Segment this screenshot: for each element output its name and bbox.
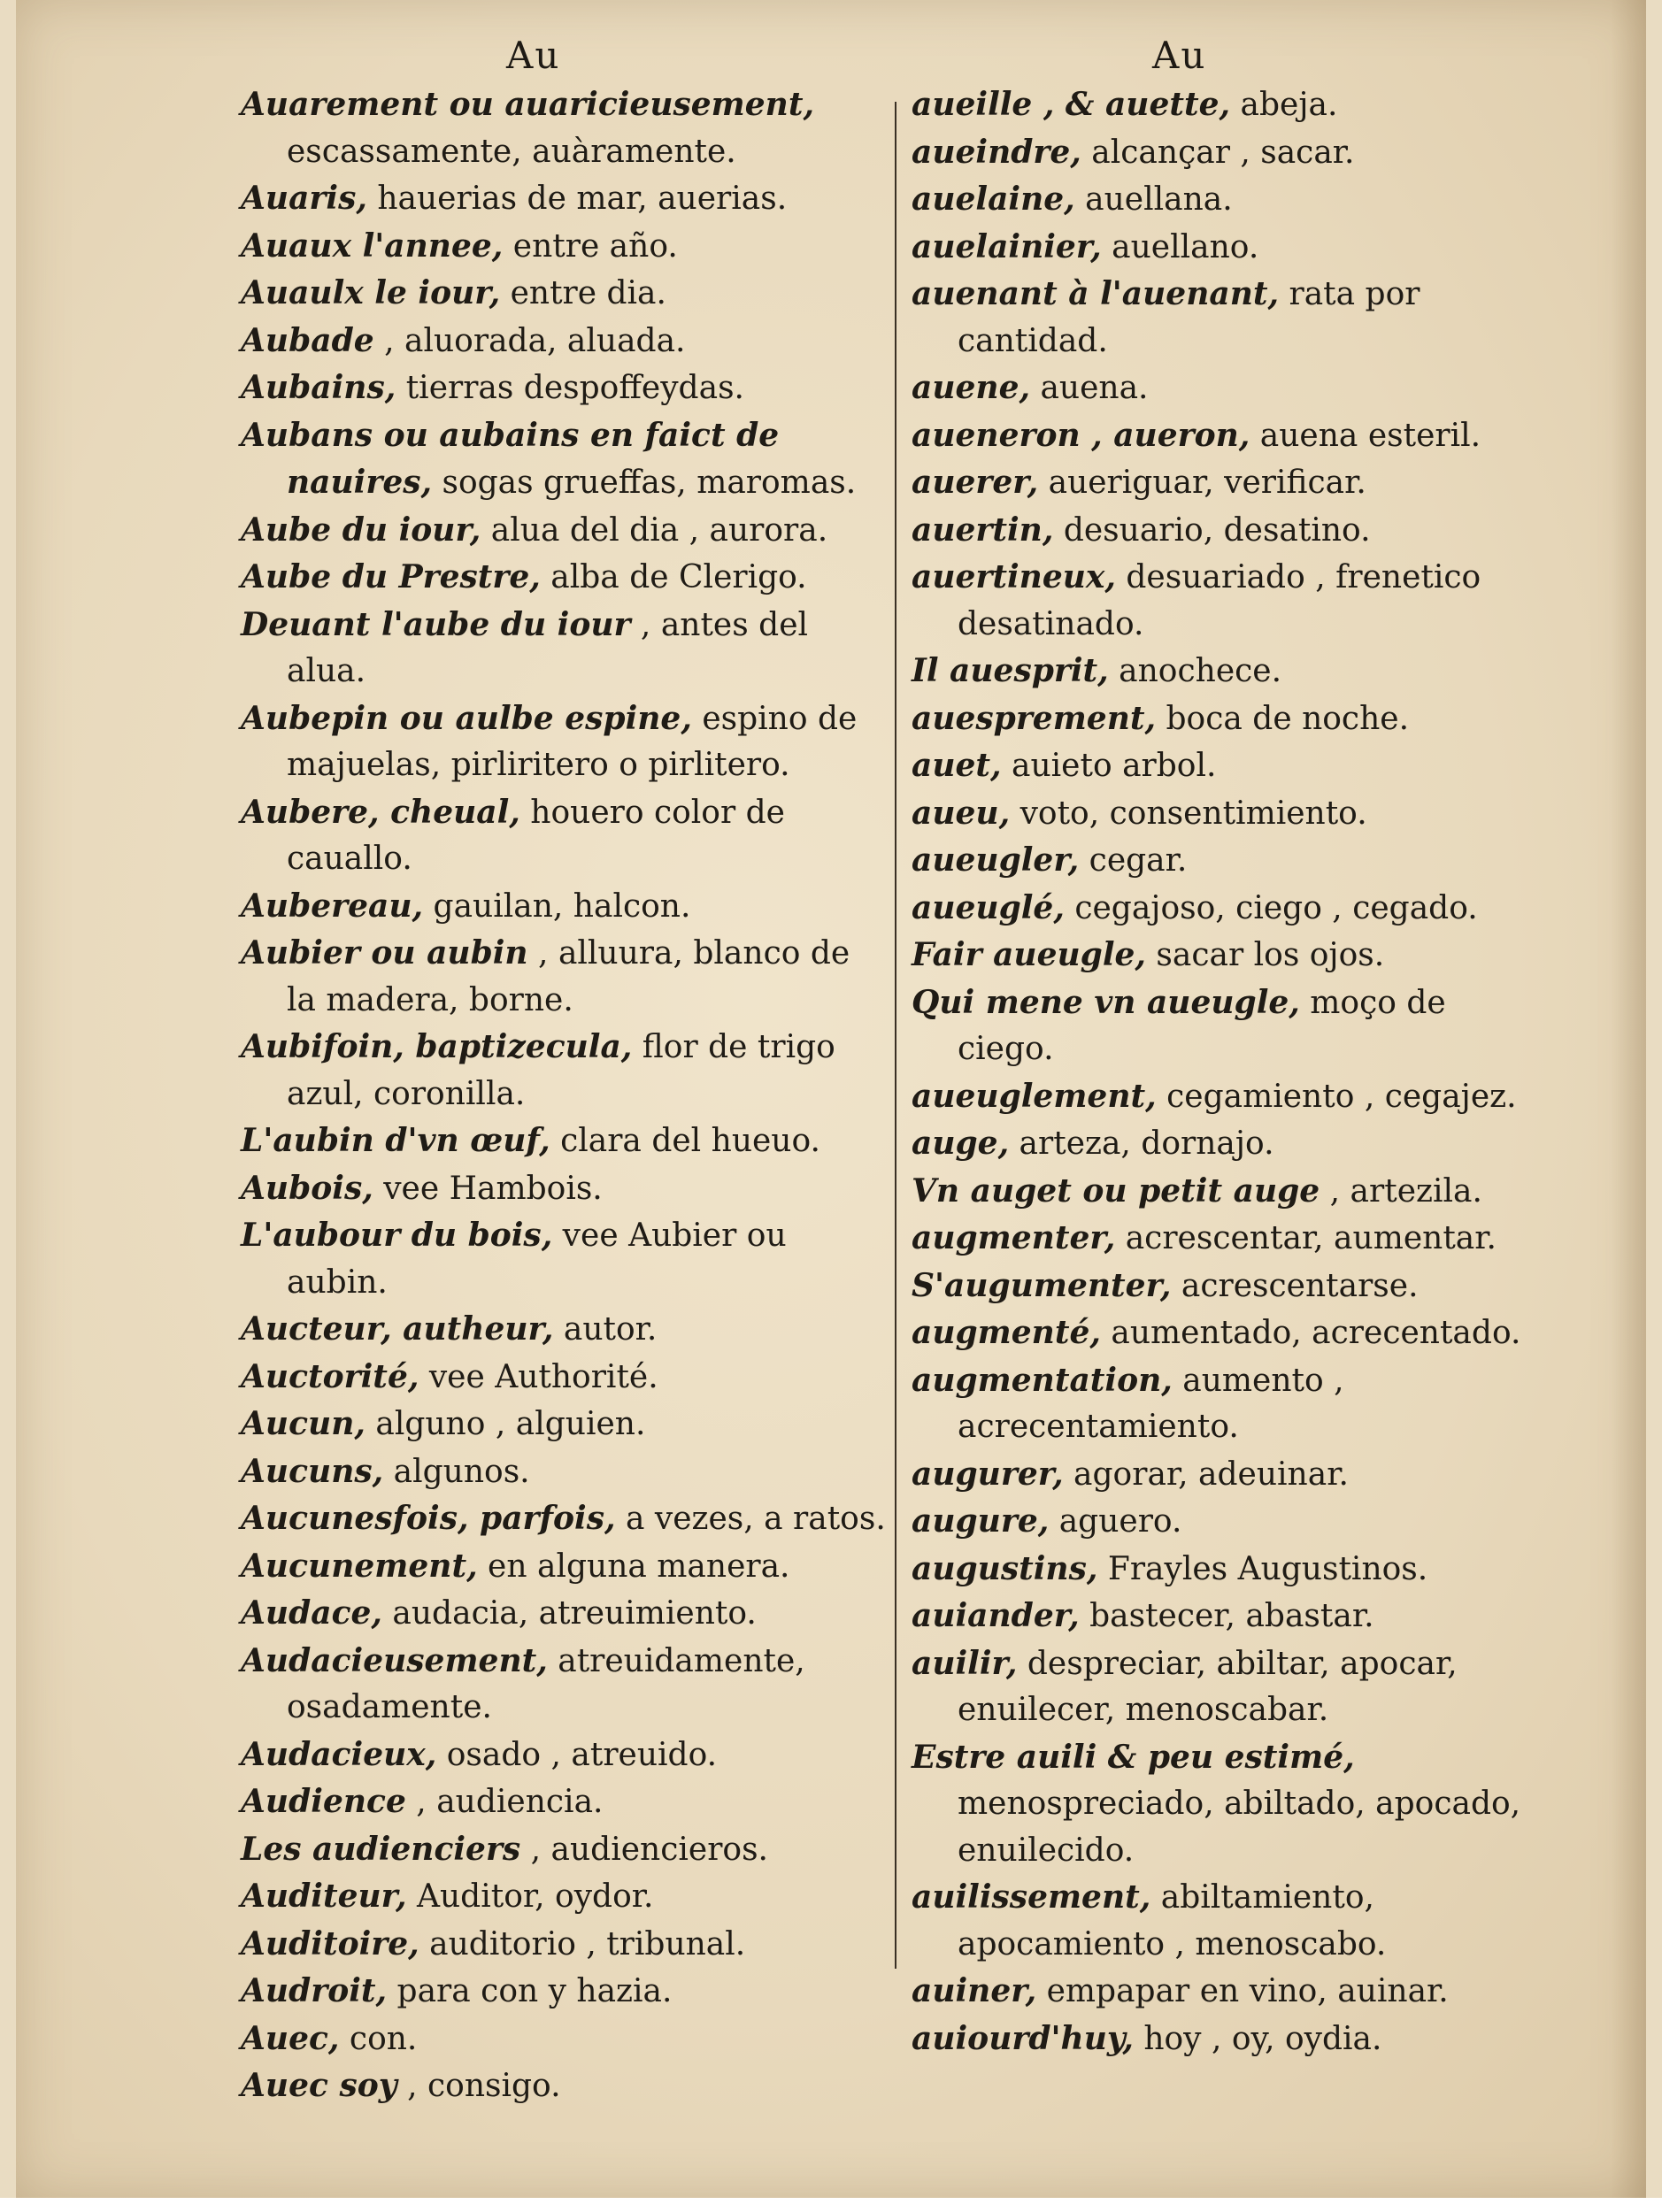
entry-headword: Aubepin ou aulbe espine, (241, 699, 692, 737)
entry-definition: alua del dia , aurora. (481, 511, 828, 549)
entry-headword: Aubois, (241, 1169, 373, 1207)
entry-definition: sogas grueffas, maromas. (432, 465, 857, 501)
dictionary-entry (241, 81, 887, 175)
entry-definition: auellano. (1101, 228, 1259, 265)
entry-definition: moço de ciego. (958, 984, 1446, 1067)
dictionary-entry (241, 1448, 887, 1496)
entry-definition: , audiencieros. (520, 1831, 768, 1868)
entry-headword: auiander, (912, 1597, 1080, 1634)
entry-headword: augmentation, (912, 1361, 1173, 1399)
entry-headword: Auec soy (241, 2067, 397, 2104)
dictionary-entry (241, 1826, 887, 1874)
entry-headword: Aubans ou aubains en faict de nauires, (241, 416, 780, 501)
entry-definition: en alguna manera. (477, 1548, 790, 1585)
dictionary-entry (912, 459, 1549, 507)
dictionary-entry (241, 365, 887, 412)
dictionary-entry (912, 1640, 1549, 1734)
entry-headword: auiourd'huy, (912, 2019, 1134, 2057)
entry-headword: auerer, (912, 464, 1039, 501)
entry-headword: augmenté, (912, 1314, 1101, 1351)
dictionary-entry (912, 1168, 1549, 1216)
entry-definition: espino de majuelas, pirliritero o pirlitero. (287, 700, 858, 783)
entry-headword: Qui mene vn aueugle, (912, 983, 1300, 1021)
entry-definition: alguno , alguien. (365, 1406, 646, 1442)
entry-definition: acrescentar, aumentar. (1115, 1220, 1497, 1256)
entry-headword: Auditoire, (241, 1924, 419, 1962)
entry-headword: aueu, (912, 794, 1011, 832)
entry-headword: Auarement ou auaricieusement, (241, 86, 814, 123)
entry-definition: vee Hambois. (373, 1170, 603, 1207)
entry-headword: augmenter, (912, 1219, 1116, 1256)
entry-headword: Audacieusement, (241, 1641, 548, 1679)
entry-definition: desuario, desatino. (1053, 511, 1371, 549)
page-edge-shadow (1611, 0, 1646, 2198)
entry-headword: Vn auget ou petit auge (912, 1171, 1320, 1210)
entry-definition: empapar en vino, auinar. (1036, 1973, 1449, 2009)
entry-definition: Auditor, oydor. (406, 1878, 654, 1915)
entry-headword: auet, (912, 747, 1002, 784)
entry-headword: Aucunement, (241, 1547, 478, 1585)
entry-headword: Audience (241, 1783, 406, 1820)
entry-headword: aueuglement, (912, 1077, 1157, 1115)
entry-definition: cegar. (1079, 842, 1188, 879)
entry-headword: auertineux, (912, 558, 1116, 595)
entry-headword: Les audienciers (241, 1830, 521, 1868)
entry-definition: entre dia. (500, 275, 666, 311)
dictionary-entry (912, 412, 1549, 460)
dictionary-entry (241, 1118, 887, 1165)
entry-definition: , consigo. (396, 2068, 561, 2104)
dictionary-entry (241, 1401, 887, 1448)
entry-definition: clara del hueuo. (550, 1123, 820, 1159)
entry-definition: auena. (1030, 370, 1149, 406)
dictionary-entry (241, 507, 887, 555)
dictionary-entry (241, 1590, 887, 1638)
entry-definition: aumentado, acrecentado. (1100, 1315, 1521, 1351)
entry-headword: augustins, (912, 1549, 1098, 1587)
dictionary-entry (241, 1778, 887, 1826)
entry-definition: , alluura, blanco de la madera, borne. (287, 935, 850, 1018)
entry-headword: auilissement, (912, 1878, 1151, 1916)
entry-headword: Auaux l'annee, (241, 227, 504, 265)
dictionary-entry (912, 1546, 1549, 1594)
entry-definition: despreciar, abiltar, apocar, enuilecer, menoscabar. (958, 1645, 1458, 1728)
entry-headword: Aubade (241, 321, 374, 359)
entry-definition: cegajoso, ciego , cegado. (1064, 889, 1478, 926)
entry-definition: Frayles Augustinos. (1097, 1550, 1428, 1587)
entry-headword: Aube du Prestre, (241, 558, 541, 595)
entry-definition: abiltamiento, apocamiento , menoscabo. (958, 1879, 1387, 1962)
dictionary-entry (912, 1874, 1549, 1968)
dictionary-entry (912, 1073, 1549, 1121)
dictionary-entry (241, 1543, 887, 1591)
dictionary-entry (241, 1306, 887, 1354)
dictionary-entry (241, 1732, 887, 1779)
dictionary-entry (912, 932, 1549, 979)
entry-headword: Aucun, (241, 1405, 365, 1442)
dictionary-entry (241, 1165, 887, 1213)
entry-headword: Fair aueugle, (912, 936, 1146, 973)
dictionary-entry (241, 1354, 887, 1402)
dictionary-entry (241, 1921, 887, 1969)
entry-headword: Auaris, (241, 180, 367, 217)
entry-definition: arteza, dornajo. (1009, 1125, 1274, 1162)
dictionary-entry (241, 695, 887, 789)
entry-definition: auena esteril. (1250, 417, 1481, 454)
entry-headword: Auaulx le iour, (241, 274, 501, 311)
dictionary-entry (912, 1263, 1549, 1310)
entry-definition: escassamente, auàramente. (287, 133, 736, 170)
entry-headword: Il auesprit, (912, 652, 1109, 689)
entry-definition: alcançar , sacar. (1081, 134, 1355, 171)
entry-definition: alba de Clerigo. (540, 559, 807, 595)
entry-definition: acrescentarse. (1171, 1267, 1419, 1304)
dictionary-entry (912, 224, 1549, 272)
dictionary-entry (912, 1310, 1549, 1357)
entry-definition: aumento , acrecentamiento. (958, 1362, 1344, 1445)
dictionary-entry (241, 930, 887, 1024)
entry-definition: osado , atreuido. (436, 1736, 718, 1773)
entry-definition: flor de trigo azul, coronilla. (287, 1029, 835, 1112)
entry-headword: Audroit, (241, 1972, 388, 2009)
dictionary-entry (241, 2016, 887, 2063)
dictionary-entry (241, 883, 887, 931)
dictionary-entry (912, 742, 1549, 790)
column-divider (895, 102, 896, 1969)
dictionary-entry (912, 1498, 1549, 1546)
dictionary-entry (241, 2062, 887, 2110)
entry-headword: Aucunesfois, parfois, (241, 1500, 616, 1537)
dictionary-entry (241, 1212, 887, 1306)
dictionary-entry (241, 318, 887, 365)
entry-definition: agorar, adeuinar. (1063, 1455, 1349, 1493)
dictionary-entry (241, 602, 887, 695)
dictionary-entry (912, 1215, 1549, 1263)
bottom-margin (0, 2198, 1662, 2212)
entry-definition: , audiencia. (405, 1784, 604, 1820)
entry-headword: S'augumenter, (912, 1266, 1172, 1304)
dictionary-entry (241, 1495, 887, 1543)
entry-definition: houero color de cauallo. (287, 794, 785, 877)
entry-definition: para con y hazia. (387, 1973, 673, 2009)
entry-headword: aueugler, (912, 841, 1080, 879)
left-dictionary-column (241, 81, 887, 2110)
dictionary-entry (241, 789, 887, 883)
entry-headword: auenant à l'auenant, (912, 275, 1280, 312)
dictionary-entry (241, 554, 887, 602)
entry-definition: , antes del alua. (287, 606, 809, 689)
entry-definition: , aluorada, aluada. (373, 322, 686, 359)
dictionary-entry (912, 1734, 1549, 1875)
dictionary-entry (241, 223, 887, 271)
dictionary-entry (912, 885, 1549, 933)
entry-definition: hauerias de mar, auerias. (366, 180, 788, 217)
dictionary-entry (912, 790, 1549, 838)
entry-definition: autor. (553, 1311, 658, 1348)
entry-headword: Aubier ou aubin (241, 934, 528, 972)
entry-headword: L'aubin d'vn œuf, (241, 1122, 550, 1159)
entry-headword: augure, (912, 1502, 1050, 1540)
entry-headword: Deuant l'aube du iour (241, 605, 631, 643)
entry-definition: voto, consentimiento. (1010, 795, 1367, 832)
entry-headword: auiner, (912, 1972, 1037, 2009)
dictionary-entry (912, 507, 1549, 555)
dictionary-entry (912, 837, 1549, 885)
dictionary-entry (912, 365, 1549, 412)
dictionary-entry (241, 1638, 887, 1732)
entry-definition: audacia, atreuimiento. (381, 1595, 757, 1632)
entry-definition: menospreciado, abiltado, apocado, enuilecido. (958, 1786, 1521, 1869)
dictionary-entry (241, 412, 887, 507)
dictionary-entry (912, 554, 1549, 648)
entry-headword: Audace, (241, 1594, 382, 1632)
entry-definition: con. (339, 2020, 418, 2057)
entry-headword: Estre auili & peu estimé, (912, 1738, 1355, 1776)
entry-headword: aueille , & auette, (912, 86, 1231, 123)
entry-headword: auge, (912, 1125, 1010, 1162)
dictionary-entry (912, 1968, 1549, 2016)
dictionary-entry (912, 271, 1549, 365)
dictionary-entry (241, 1873, 887, 1921)
entry-definition: a vezes, a ratos. (615, 1501, 886, 1537)
right-dictionary-column (912, 81, 1549, 2062)
entry-headword: L'aubour du bois, (241, 1217, 553, 1254)
dictionary-entry (912, 129, 1549, 177)
dictionary-entry (241, 270, 887, 318)
dictionary-entry (912, 81, 1549, 129)
entry-definition: anochece. (1108, 653, 1282, 689)
entry-headword: Auditeur, (241, 1878, 407, 1915)
entry-headword: Aucuns, (241, 1452, 384, 1490)
dictionary-entry (912, 1120, 1549, 1168)
dictionary-entry (912, 176, 1549, 224)
entry-definition: auieto arbol. (1001, 748, 1217, 784)
entry-definition: vee Aubier ou aubin. (287, 1217, 787, 1301)
right-column-header: Au (1152, 34, 1207, 77)
dictionary-entry (912, 979, 1549, 1073)
dictionary-entry (241, 1024, 887, 1118)
dictionary-entry (241, 1968, 887, 2016)
entry-definition: gauilan, halcon. (423, 887, 691, 925)
entry-headword: Aubifoin, baptizecula, (241, 1028, 633, 1065)
entry-headword: auilir, (912, 1644, 1018, 1682)
entry-definition: auditorio , tribunal. (419, 1925, 746, 1962)
dictionary-entry (912, 1451, 1549, 1499)
entry-definition: rata por cantidad. (958, 276, 1420, 359)
entry-headword: auelainier, (912, 227, 1102, 265)
entry-definition: atreuidamente, osadamente. (287, 1642, 805, 1725)
entry-definition: aueriguar, verificar. (1038, 465, 1366, 501)
left-column-header: Au (506, 34, 561, 77)
entry-definition: cegamiento , cegajez. (1156, 1078, 1517, 1115)
entry-headword: Aucteur, autheur, (241, 1310, 554, 1348)
dictionary-entry (912, 648, 1549, 695)
entry-definition: bastecer, abastar. (1079, 1598, 1374, 1634)
dictionary-entry (912, 1357, 1549, 1451)
entry-headword: auertin, (912, 511, 1054, 549)
entry-headword: Aubereau, (241, 887, 424, 925)
entry-headword: Audacieux, (241, 1735, 437, 1773)
entry-definition: auellana. (1074, 181, 1233, 218)
dictionary-entry (912, 2016, 1549, 2063)
entry-headword: aueneron , aueron, (912, 416, 1250, 454)
entry-headword: auesprement, (912, 699, 1157, 737)
entry-definition: abeja. (1230, 87, 1338, 123)
dictionary-entry (241, 175, 887, 223)
entry-definition: hoy , oy, oydia. (1133, 2020, 1382, 2057)
dictionary-entry (912, 1593, 1549, 1640)
entry-headword: aueindre, (912, 133, 1081, 171)
entry-definition: sacar los ojos. (1145, 937, 1385, 973)
entry-headword: Aubere, cheual, (241, 793, 520, 831)
entry-headword: Auec, (241, 2019, 340, 2057)
entry-definition: tierras despoffeydas. (396, 370, 744, 406)
entry-definition: vee Authorité. (419, 1358, 658, 1395)
entry-headword: auene, (912, 369, 1031, 406)
entry-definition: algunos. (383, 1453, 530, 1490)
entry-definition: aguero. (1049, 1503, 1182, 1540)
entry-definition: entre año. (503, 227, 678, 265)
entry-definition: boca de noche. (1156, 700, 1410, 737)
entry-headword: auelaine, (912, 180, 1075, 218)
entry-definition: desuariado , frenetico desatinado. (958, 559, 1481, 642)
entry-headword: Auctorité, (241, 1357, 419, 1395)
entry-headword: Aube du iour, (241, 511, 481, 549)
entry-headword: augurer, (912, 1455, 1064, 1493)
dictionary-entry (912, 695, 1549, 743)
entry-headword: aueuglé, (912, 888, 1065, 926)
entry-headword: Aubains, (241, 369, 396, 406)
entry-definition: , artezila. (1320, 1172, 1482, 1210)
